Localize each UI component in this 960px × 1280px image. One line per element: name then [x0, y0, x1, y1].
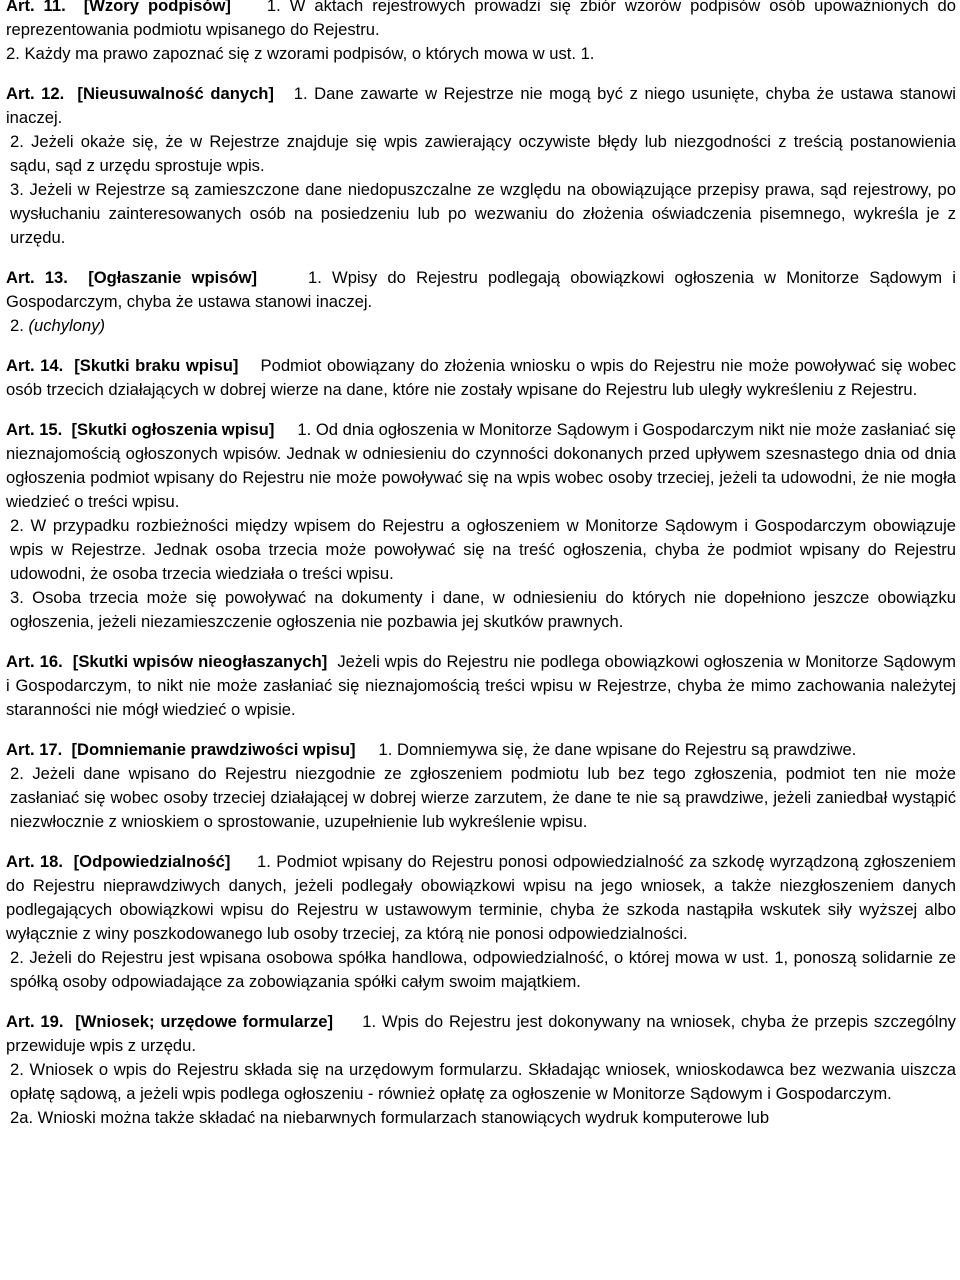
- article-number: Art. 16.: [6, 652, 63, 671]
- article-paragraph: [6, 82, 956, 130]
- paragraph-number: 2.: [10, 316, 24, 335]
- article-text: 2. Jeżeli okaże się, że w Rejestrze znajduje się wpis zawierający oczywiste błędy lub niezgodności z treścią postanowienia sądu, sąd z urzędu sprostuje wpis.: [10, 132, 956, 175]
- document-page: [6, 0, 956, 1146]
- repealed-label: (uchylony): [28, 316, 106, 335]
- article-number: Art. 19.: [6, 1012, 64, 1031]
- article-16: [6, 650, 956, 722]
- article-text: 2. Jeżeli do Rejestru jest wpisana osobowa spółka handlowa, odpowiedzialność, o której mowa w ust. 1, ponoszą solidarnie ze spółką osoby odpowiadające za zobowiązania spółki całym swoim majątkiem.: [10, 948, 956, 991]
- article-paragraph: [6, 314, 956, 338]
- article-text: 1. Wpis do Rejestru jest dokonywany na wniosek, chyba że przepis szczególny przewiduje wpis z urzędu.: [6, 1012, 956, 1055]
- article-text: 2. Jeżeli dane wpisano do Rejestru niezgodnie ze zgłoszeniem podmiotu lub bez tego zgłoszenia, podmiot ten nie może zasłaniać się wobec osoby trzeciej działającej w dobrej wierze zarzutem, że dane te nie są prawdziwe, jeżeli zaniedbał wystąpić niezwłocznie z wnioskiem o sprostowanie, uzupełnienie lub wykreślenie wpisu.: [10, 764, 956, 831]
- article-paragraph: [6, 266, 956, 314]
- article-13: [6, 266, 956, 338]
- article-paragraph: [6, 178, 956, 250]
- article-paragraph: [6, 130, 956, 178]
- article-text: 2. W przypadku rozbieżności między wpisem do Rejestru a ogłoszeniem w Monitorze Sądowym i Gospodarczym obowiązuje wpis w Rejestrze. Jednak osoba trzecia może powoływać się na treść ogłoszenia, chyba że podmiot wpisany do Rejestru udowodni, że osoba trzecia wiedziała o treści wpisu.: [10, 516, 956, 583]
- article-text: 3. Jeżeli w Rejestrze są zamieszczone dane niedopuszczalne ze względu na obowiązujące przepisy prawa, sąd rejestrowy, po wysłuchaniu zainteresowanych osób na posiedzeniu lub po wezwaniu do złożenia oświadczenia pisemnego, wykreśla je z urzędu.: [10, 180, 956, 247]
- article-paragraph: [6, 1010, 956, 1058]
- article-17: [6, 738, 956, 834]
- article-text: 2a. Wnioski można także składać na niebarwnych formularzach stanowiących wydruk komputerowe lub: [10, 1108, 770, 1127]
- article-text: 1. W aktach rejestrowych prowadzi się zbiór wzorów podpisów osób upoważnionych do reprezentowania podmiotu wpisanego do Rejestru.: [6, 0, 956, 39]
- article-paragraph: [6, 354, 956, 402]
- article-title: [Ogłaszanie wpisów]: [88, 268, 258, 287]
- article-14: [6, 354, 956, 402]
- article-text: 2. Wniosek o wpis do Rejestru składa się na urzędowym formularzu. Składając wniosek, wnioskodawca bez wezwania uiszcza opłatę sądową, a jeżeli wpis podlega ogłoszeniu - również opłatę za ogłoszenie w Monitorze Sądowym i Gospodarczym.: [10, 1060, 956, 1103]
- article-number: Art. 13.: [6, 268, 68, 287]
- article-title: [Odpowiedzialność]: [73, 852, 231, 871]
- article-title: [Domniemanie prawdziwości wpisu]: [71, 740, 356, 759]
- article-title: [Wzory podpisów]: [83, 0, 231, 15]
- article-paragraph: [6, 738, 956, 762]
- article-paragraph: [6, 0, 956, 42]
- article-number: Art. 15.: [6, 420, 63, 439]
- article-title: [Wniosek; urzędowe formularze]: [75, 1012, 334, 1031]
- article-text: 1. Wpisy do Rejestru podlegają obowiązkowi ogłoszenia w Monitorze Sądowym i Gospodarczym, chyba że ustawa stanowi inaczej.: [6, 268, 956, 311]
- article-title: [Nieusuwalność danych]: [77, 84, 274, 103]
- article-paragraph: [6, 1058, 956, 1106]
- article-15: [6, 418, 956, 634]
- article-paragraph: [6, 42, 956, 66]
- article-text: Podmiot obowiązany do złożenia wniosku o wpis do Rejestru nie może powoływać się wobec osób trzecich działających w dobrej wierze na dane, które nie zostały wpisane do Rejestru lub uległy wykreśleniu z Rejestru.: [6, 356, 956, 399]
- article-11: [6, 0, 956, 66]
- article-text: 1. Od dnia ogłoszenia w Monitorze Sądowym i Gospodarczym nikt nie może zasłaniać się nieznajomością ogłoszonych wpisów. Jednak w odniesieniu do czynności dokonanych przed upływem szesnastego dnia od dnia ogłoszenia podmiot wpisany do Rejestru nie może powoływać się na wpis wobec osoby trzeciej, jeżeli ta udowodni, że nie mogła wiedzieć o treści wpisu.: [6, 420, 956, 511]
- article-paragraph: [6, 418, 956, 514]
- article-paragraph: [6, 586, 956, 634]
- article-number: Art. 12.: [6, 84, 65, 103]
- article-number: Art. 18.: [6, 852, 63, 871]
- article-text: 1. Dane zawarte w Rejestrze nie mogą być z niego usunięte, chyba że ustawa stanowi inaczej.: [6, 84, 956, 127]
- article-12: [6, 82, 956, 250]
- article-text: 3. Osoba trzecia może się powoływać na dokumenty i dane, w odniesieniu do których nie dopełniono jeszcze obowiązku ogłoszenia, jeżeli niezamieszczenie ogłoszenia nie pozbawia jej skutków prawnych.: [10, 588, 956, 631]
- article-number: Art. 11.: [6, 0, 66, 15]
- article-title: [Skutki braku wpisu]: [74, 356, 239, 375]
- article-text: 1. Podmiot wpisany do Rejestru ponosi odpowiedzialność za szkodę wyrządzoną zgłoszeniem do Rejestru nieprawdziwych danych, jeżeli podlegały obowiązkowi wpisu na jego wniosek, a także niezgłoszeniem danych podlegających obowiązkowi wpisu do Rejestru w ustawowym terminie, chyba że szkoda nastąpiła wskutek siły wyższej albo wyłącznie z winy poszkodowanego lub osoby trzeciej, za którą nie ponosi odpowiedzialności.: [6, 852, 957, 943]
- article-18: [6, 850, 956, 994]
- article-paragraph: [6, 650, 956, 722]
- article-title: [Skutki wpisów nieogłaszanych]: [72, 652, 328, 671]
- article-number: Art. 14.: [6, 356, 64, 375]
- article-text: Jeżeli wpis do Rejestru nie podlega obowiązkowi ogłoszenia w Monitorze Sądowym i Gospodarczym, to nikt nie może zasłaniać się nieznajomością treści wpisu w Rejestrze, chyba że mimo zachowania należytej staranności nie mógł wiedzieć o wpisie.: [6, 652, 956, 719]
- article-paragraph: [6, 762, 956, 834]
- article-19: [6, 1010, 956, 1130]
- article-paragraph: [6, 850, 956, 946]
- article-text: 1. Domniemywa się, że dane wpisane do Rejestru są prawdziwe.: [378, 740, 857, 759]
- article-number: Art. 17.: [6, 740, 63, 759]
- article-paragraph: [6, 946, 956, 994]
- article-paragraph: [6, 514, 956, 586]
- article-paragraph: [6, 1106, 956, 1130]
- article-title: [Skutki ogłoszenia wpisu]: [71, 420, 275, 439]
- article-text: 2. Każdy ma prawo zapoznać się z wzorami podpisów, o których mowa w ust. 1.: [6, 44, 595, 63]
